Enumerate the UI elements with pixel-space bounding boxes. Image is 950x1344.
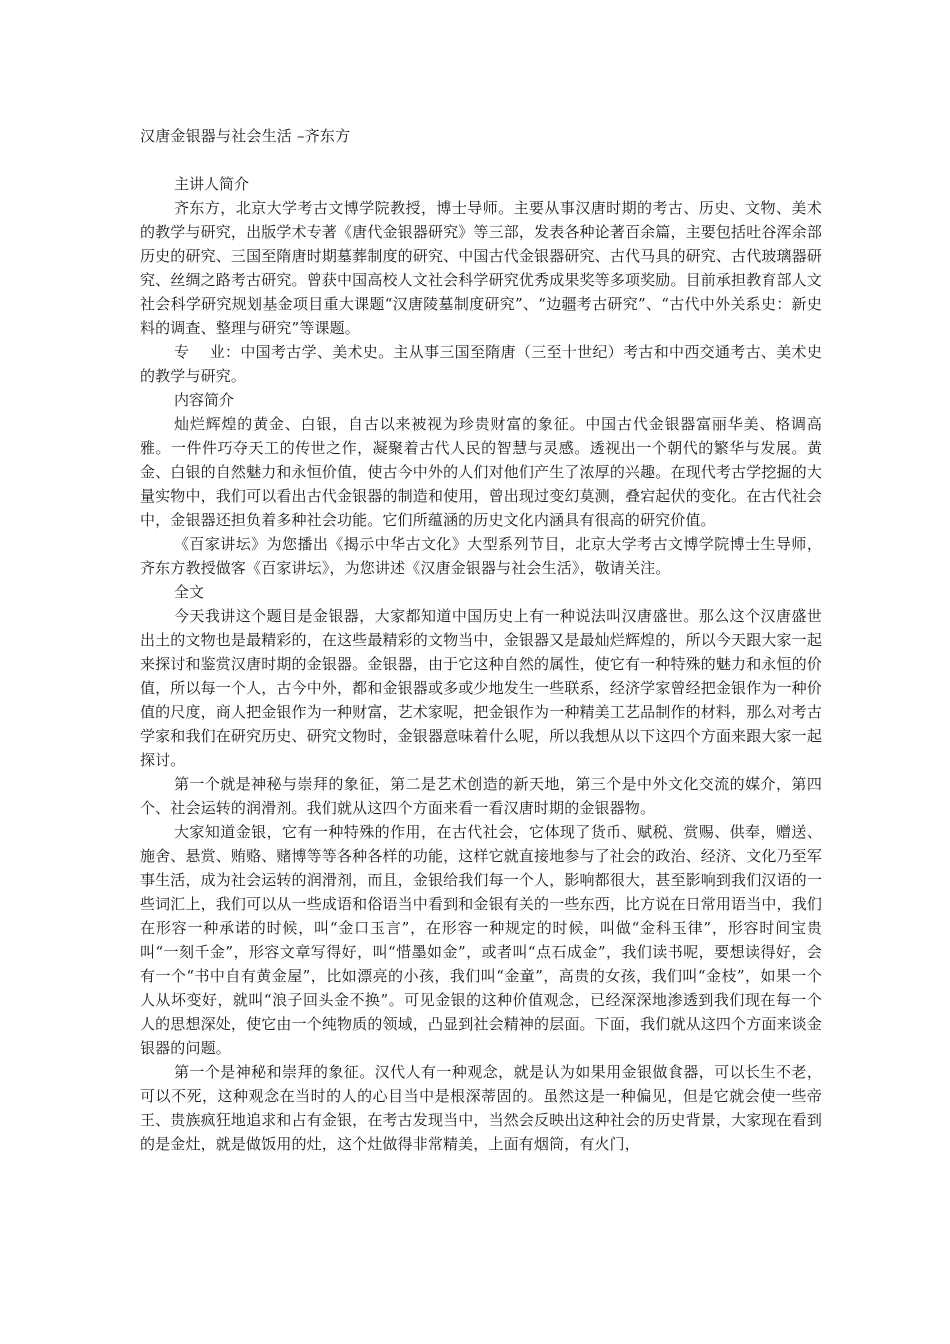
speaker-bio-paragraph: 齐东方，北京大学考古文博学院教授，博士导师。主要从事汉唐时期的考古、历史、文物、美术的教学与研究，出版学术专著《唐代金银器研究》等三部，发表各种论著百余篇，主要包括吐谷浑余部历史的研究、三国至隋唐时期墓葬制度的研究、中国古代金银器研究、古代马具的研究、古代玻璃器研究、丝绸之路考古研究。曾获中国高校人文社会科学研究优秀成果奖等多项奖励。目前承担教育部人文社会科学研究规划基金项目重大课题“汉唐陵墓制度研究”、“边疆考古研究”、“古代中外关系史：新史料的调查、整理与研究”等课题。: [140, 199, 822, 337]
content-heading: 内容简介: [174, 391, 235, 409]
document-title: 汉唐金银器与社会生活 –齐东方: [140, 127, 351, 145]
fulltext-heading: 全文: [174, 583, 205, 601]
fulltext-paragraph-2: 第一个就是神秘与崇拜的象征，第二是艺术创造的新天地，第三个是中外文化交流的媒介，第四个、社会运转的润滑剂。我们就从这四个方面来看一看汉唐时期的金银器物。: [140, 775, 822, 817]
fulltext-paragraph-1: 今天我讲这个题目是金银器，大家都知道中国历史上有一种说法叫汉唐盛世。那么这个汉唐盛世出土的文物也是最精彩的，在这些最精彩的文物当中，金银器又是最灿烂辉煌的，所以今天跟大家一起来探讨和鉴赏汉唐时期的金银器。金银器，由于它这种自然的属性，使它有一种特殊的魅力和永恒的价值，所以每一个人，古今中外，都和金银器或多或少地发生一些联系，经济学家曾经把金银作为一种价值的尺度，商人把金银作为一种财富，艺术家呢，把金银作为一种精美工艺品制作的材料，那么对考古学家和我们在研究历史、研究文物时，金银器意味着什么呢，所以我想从以下这四个方面来跟大家一起探讨。: [140, 607, 822, 769]
fulltext-paragraph-4: 第一个是神秘和崇拜的象征。汉代人有一种观念，就是认为如果用金银做食器，可以长生不老，可以不死，这种观念在当时的人的心目当中是根深蒂固的。虽然这是一种偏见，但是它就会使一些帝王、贵族疯狂地追求和占有金银，在考古发现当中，当然会反映出这种社会的历史背景，大家现在看到的是金灶，就是做饭用的灶，这个灶做得非常精美，上面有烟筒，有火门，: [140, 1063, 822, 1153]
speaker-heading: 主讲人简介: [174, 175, 250, 193]
document-page: [140, 124, 822, 1156]
speaker-major-paragraph: 专 业：中国考古学、美术史。主从事三国至隋唐（三至十世纪）考古和中西交通考古、美术史的教学与研究。: [140, 343, 822, 385]
content-paragraph-1: 灿烂辉煌的黄金、白银，自古以来被视为珍贵财富的象征。中国古代金银器富丽华美、格调高雅。一件件巧夺天工的传世之作，凝聚着古代人民的智慧与灵感。透视出一个朝代的繁华与发展。黄金、白银的自然魅力和永恒价值，使古今中外的人们对他们产生了浓厚的兴趣。在现代考古学挖掘的大量实物中，我们可以看出古代金银器的制造和使用，曾出现过变幻莫测，叠宕起伏的变化。在古代社会中，金银器还担负着多种社会功能。它们所蕴涵的历史文化内涵具有很高的研究价值。: [140, 415, 822, 529]
content-paragraph-2: 《百家讲坛》为您播出《揭示中华古文化》大型系列节目，北京大学考古文博学院博士生导师，齐东方教授做客《百家讲坛》，为您讲述《汉唐金银器与社会生活》，敬请关注。: [140, 535, 822, 577]
fulltext-paragraph-3: 大家知道金银，它有一种特殊的作用，在古代社会，它体现了货币、赋税、赏赐、供奉，赠送、施舍、悬赏、贿赂、赌博等等各种各样的功能，这样它就直接地参与了社会的政治、经济、文化乃至军事生活，成为社会运转的润滑剂，而且，金银给我们每一个人，影响都很大，甚至影响到我们汉语的一些词汇上，我们可以从一些成语和俗语当中看到和金银有关的一些东西，比方说在日常用语当中，我们在形容一种承诺的时候，叫“金口玉言”，在形容一种规定的时候，叫做“金科玉律”，形容时间宝贵叫“一刻千金”，形容文章写得好，叫“惜墨如金”，或者叫“点石成金”，我们读书呢，要想读得好，会有一个“书中自有黄金屋”，比如漂亮的小孩，我们叫“金童”，高贵的女孩，我们叫“金枝”，如果一个人从坏变好，就叫“浪子回头金不换”。可见金银的这种价值观念，已经深深地渗透到我们现在每一个人的思想深处，使它由一个纯物质的领域，凸显到社会精神的层面。下面，我们就从这四个方面来谈金银器的问题。: [140, 823, 822, 1057]
